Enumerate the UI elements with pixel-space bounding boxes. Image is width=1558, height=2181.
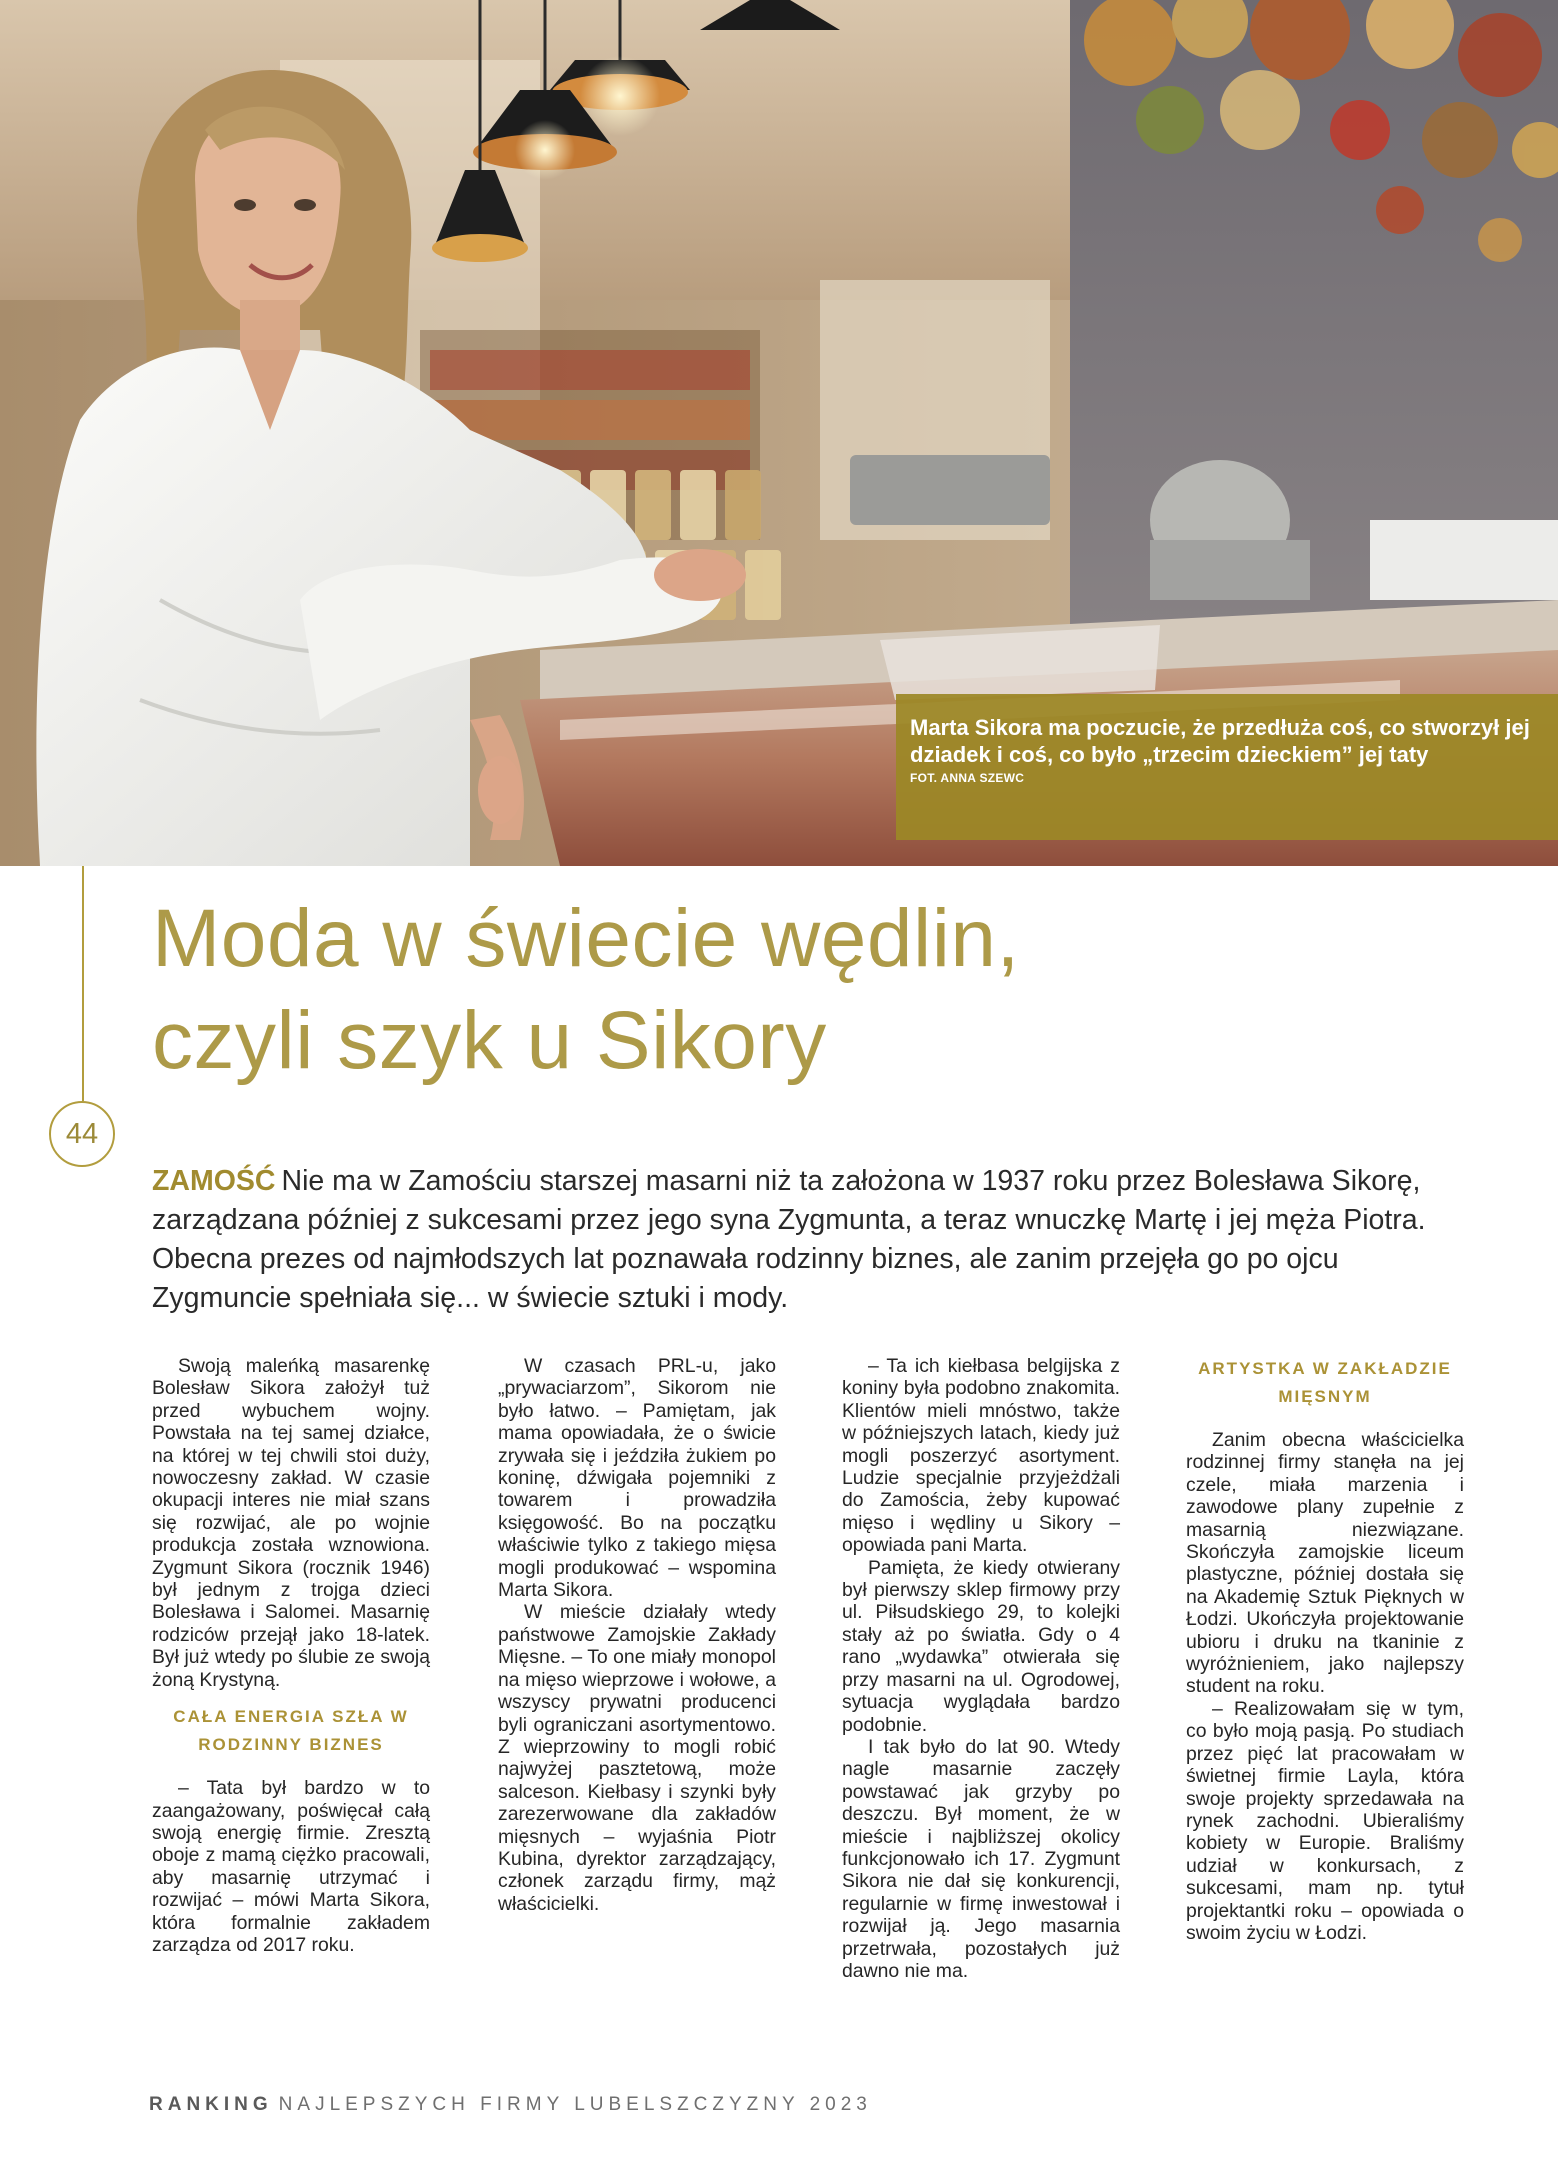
body-column-1	[152, 1355, 430, 1956]
footer-title: NAJLEPSZYCH FIRMY LUBELSZCZYZNY 2023	[278, 2094, 872, 2115]
paragraph: – Tata był bardzo w to zaangażowany, poświęcał całą swoją energię firmie. Zresztą oboje z mamą ciężko pracowali, aby masarnię utrzymać i rozwijać – mówi Marta Sikora, która formalnie zakładem zarządza od 2017 roku.	[152, 1777, 430, 1956]
headline-line-2: czyli szyk u Sikory	[152, 995, 827, 1086]
lead-text: Nie ma w Zamościu starszej masarni niż ta założona w 1937 roku przez Bolesława Sikorę, zarządzana później z sukcesami przez jego syna Zygmunta, a teraz wnuczkę Martę i jej męża Piotra. Obecna prezes od najmłodszych lat poznawała rodzinny biznes, ale zanim przejęła go po ojcu Zygmuncie spełniała się... w świecie sztuki i mody.	[152, 1165, 1426, 1314]
paragraph: – Ta ich kiełbasa belgijska z koniny była podobno znakomita. Klientów mieli mnóstwo, także w późniejszych latach, kiedy już mogli poszerzyć asortyment. Ludzie specjalnie przyjeżdżali do Zamościa, żeby kupować mięso i wędliny u Sikory – opowiada pani Marta.	[842, 1355, 1120, 1557]
hero-photo	[0, 0, 1558, 866]
section-subhead: ARTYSTKA W ZAKŁADZIE MIĘSNYM	[1198, 1359, 1452, 1406]
article-headline	[152, 888, 1512, 1092]
lead-place: ZAMOŚĆ	[152, 1165, 276, 1197]
photo-caption-box	[896, 694, 1558, 840]
photo-caption: Marta Sikora ma poczucie, że przedłuża coś, co stworzył jej dziadek i coś, co było „trzecim dzieckiem” jej taty	[910, 715, 1530, 767]
paragraph: W mieście działały wtedy państwowe Zamojskie Zakłady Mięsne. – To one miały monopol na mięso wieprzowe i wołowe, a wszyscy prywatni producenci byli ograniczani asortymentowo. Z wieprzowiny to mogli robić najwyżej pasztetową, może salceson. Kiełbasy i szynki były zarezerwowane dla zakładów mięsnych – wyjaśnia Piotr Kubina, dyrektor zarządzający, członek zarządu firmy, mąż właścicielki.	[498, 1601, 776, 1915]
footer-brand: RANKING	[149, 2094, 273, 2115]
page-footer	[149, 2094, 1449, 2116]
paragraph: Swoją maleńką masarenkę Bolesław Sikora założył tuż przed wybuchem wojny. Powstała na tej samej działce, na której w tej chwili stoi duży, nowoczesny zakład. W czasie okupacji interes nie miał szans się rozwijać, ale po wojnie produkcja została wznowiona. Zygmunt Sikora (rocznik 1946) był jednym z trojga dzieci Bolesława i Salomei. Masarnię rodziców przejął jako 18-latek. Był już wtedy po ślubie ze swoją żoną Krystyną.	[152, 1355, 430, 1691]
paragraph: I tak było do lat 90. Wtedy nagle masarnie zaczęły powstawać jak grzyby po deszczu. Był moment, że w mieście i najbliższej okolicy funkcjonowało ich 17. Zygmunt Sikora nie dał się konkurencji, regularnie w firmę inwestował i rozwijał ją. Jego masarnia przetrwała, pozostałych już dawno nie ma.	[842, 1735, 1120, 1982]
paragraph: W czasach PRL-u, jako „prywaciarzom”, Sikorom nie było łatwo. – Pamiętam, jak mama opowiadała, że o świcie zrywała się i jeździła żukiem po koninę, dźwigała pojemniki z towarem i prowadziła księgowość. Bo na początku właściwie tylko z takiego mięsa mogli produkować – wspomina Marta Sikora.	[498, 1355, 776, 1602]
body-column-2	[498, 1355, 776, 1915]
article-lead	[152, 1162, 1452, 1318]
paragraph: Zanim obecna właścicielka rodzinnej firmy stanęła na jej czele, miała marzenia i zawodowe plany zupełnie z masarnią niezwiązane. Skończyła zamojskie liceum plastyczne, później dostała się na Akademię Sztuk Pięknych w Łodzi. Ukończyła projektowanie ubioru i druku na tkaninie z wyróżnieniem, jako najlepszy student na roku.	[1186, 1429, 1464, 1698]
headline-line-1: Moda w świecie wędlin,	[152, 893, 1020, 984]
side-rule	[82, 866, 84, 1101]
body-column-3	[842, 1355, 1120, 1982]
photo-credit: FOT. ANNA SZEWC	[910, 771, 1025, 785]
page-number: 44	[49, 1101, 115, 1167]
section-subhead: CAŁA ENERGIA SZŁA W RODZINNY BIZNES	[173, 1707, 409, 1755]
body-column-4	[1186, 1355, 1464, 1944]
paragraph: Pamięta, że kiedy otwierany był pierwszy sklep firmowy przy ul. Piłsudskiego 29, to kolejki stały aż po światła. Gdy o 4 rano „wydawka” otwierała się przy masarni na ul. Ogrodowej, sytuacja wyglądała bardzo podobnie.	[842, 1556, 1120, 1736]
paragraph: – Realizowałam się w tym, co było moją pasją. Po studiach przez pięć lat pracowałam w świetnej firmie Layla, która swoje projekty sprzedawała na rynek zachodni. Ubieraliśmy kobiety w Europie. Braliśmy udział w konkursach, z sukcesami, mam np. tytuł projektantki roku – opowiada o swoim życiu w Łodzi.	[1186, 1697, 1464, 1944]
